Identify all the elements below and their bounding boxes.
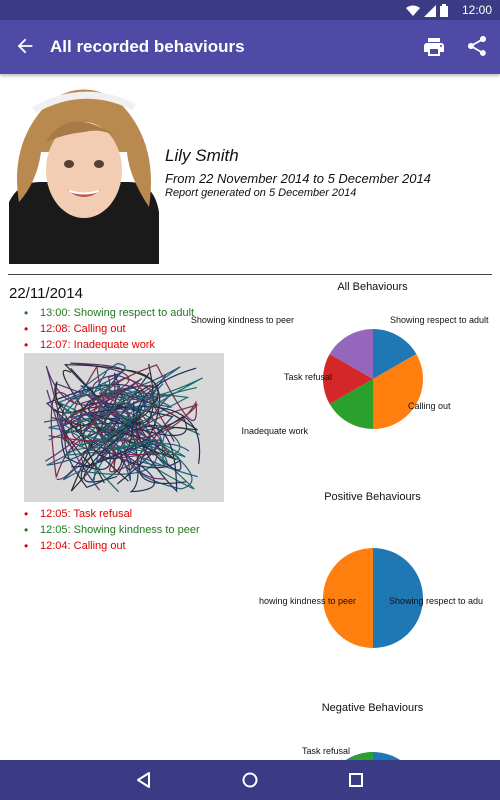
chart-title: Negative Behaviours: [321, 702, 424, 714]
event-item[interactable]: • 12:07: Inadequate work: [24, 337, 244, 353]
pie-chart: [190, 301, 495, 481]
home-circle-icon[interactable]: [240, 770, 260, 790]
app-bar: [0, 20, 500, 74]
print-icon[interactable]: [422, 35, 446, 59]
event-item[interactable]: • 12:04: Calling out: [24, 538, 244, 554]
report-generated-date: Report generated on 5 December 2014: [165, 187, 357, 199]
system-nav-bar: [0, 760, 500, 800]
attached-drawing-image[interactable]: [24, 353, 224, 502]
pie-slice-label: Showing kindness to peer: [190, 315, 294, 325]
pie-chart: [250, 720, 495, 760]
battery-icon: [440, 4, 448, 17]
chart-title: Positive Behaviours: [324, 491, 421, 503]
back-triangle-icon[interactable]: [134, 770, 154, 790]
pie-chart: [250, 511, 495, 691]
log-date: 22/11/2014: [9, 285, 83, 302]
chart-all-behaviours: [190, 279, 495, 479]
page-title: All recorded behaviours: [50, 37, 245, 56]
event-item[interactable]: • 12:08: Calling out: [24, 321, 244, 337]
chart-negative-behaviours: [250, 700, 495, 760]
pie-slice-label: Inadequate work: [241, 426, 308, 436]
report-date-range: From 22 November 2014 to 5 December 2014: [165, 171, 431, 186]
event-item[interactable]: • 12:05: Task refusal: [24, 506, 244, 522]
share-icon[interactable]: [465, 34, 489, 58]
chart-positive-behaviours: [250, 489, 495, 689]
pie-slice-label: Calling out: [408, 401, 451, 411]
status-bar: [0, 0, 500, 20]
section-divider: [8, 274, 492, 275]
pie-slice-label: Task refusal: [283, 372, 332, 382]
pie-slice-label: howing kindness to peer: [258, 596, 356, 606]
child-name: Lily Smith: [165, 146, 239, 165]
wifi-icon: [406, 5, 420, 17]
arrow-back-icon[interactable]: [14, 35, 36, 57]
pie-slice-label: Task refusal: [301, 746, 350, 756]
recents-square-icon[interactable]: [346, 770, 366, 790]
event-item[interactable]: • 12:05: Showing kindness to peer: [24, 522, 244, 538]
pie-slice-label: Showing respect to adu: [389, 596, 484, 606]
child-photo: [9, 82, 159, 264]
event-list: [24, 305, 244, 554]
pie-slice-label: Showing respect to adult: [390, 315, 489, 325]
status-icons: [406, 4, 448, 17]
signal-icon: [424, 5, 436, 17]
event-item[interactable]: • 13:00: Showing respect to adult: [24, 305, 244, 321]
status-time: 12:00: [461, 3, 492, 17]
chart-title: All Behaviours: [337, 281, 408, 293]
report-content[interactable]: [0, 74, 500, 760]
